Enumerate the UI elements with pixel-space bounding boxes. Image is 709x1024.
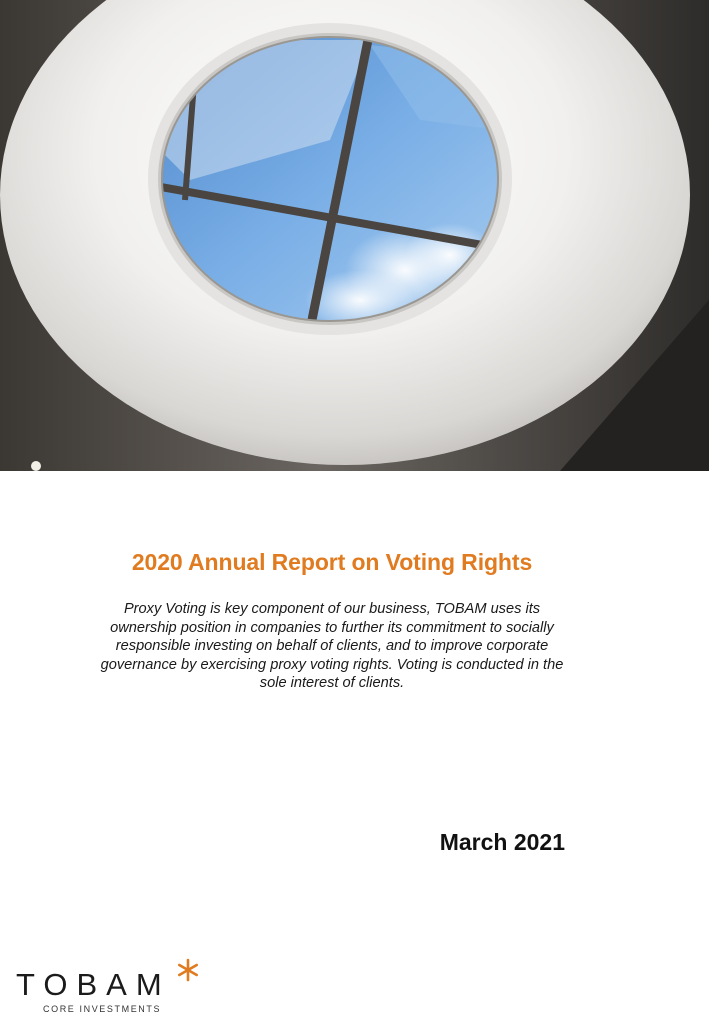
asterisk-icon bbox=[176, 958, 200, 982]
logo-wordmark: TOBAM bbox=[16, 967, 171, 1002]
report-intro: Proxy Voting is key component of our business, TOBAM uses its ownership position in companies to further its commitment to socially responsible investing on behalf of clients, and to improve corporate governance by exercising proxy voting rights. Voting is conducted in the sole interest of clients. bbox=[100, 601, 564, 692]
company-logo bbox=[16, 960, 216, 1020]
report-date: March 2021 bbox=[439, 829, 565, 855]
logo-tagline: CORE INVESTMENTS bbox=[43, 1004, 162, 1014]
cover-skylight-photo bbox=[0, 0, 709, 471]
report-title: 2020 Annual Report on Voting Rights bbox=[131, 549, 533, 575]
